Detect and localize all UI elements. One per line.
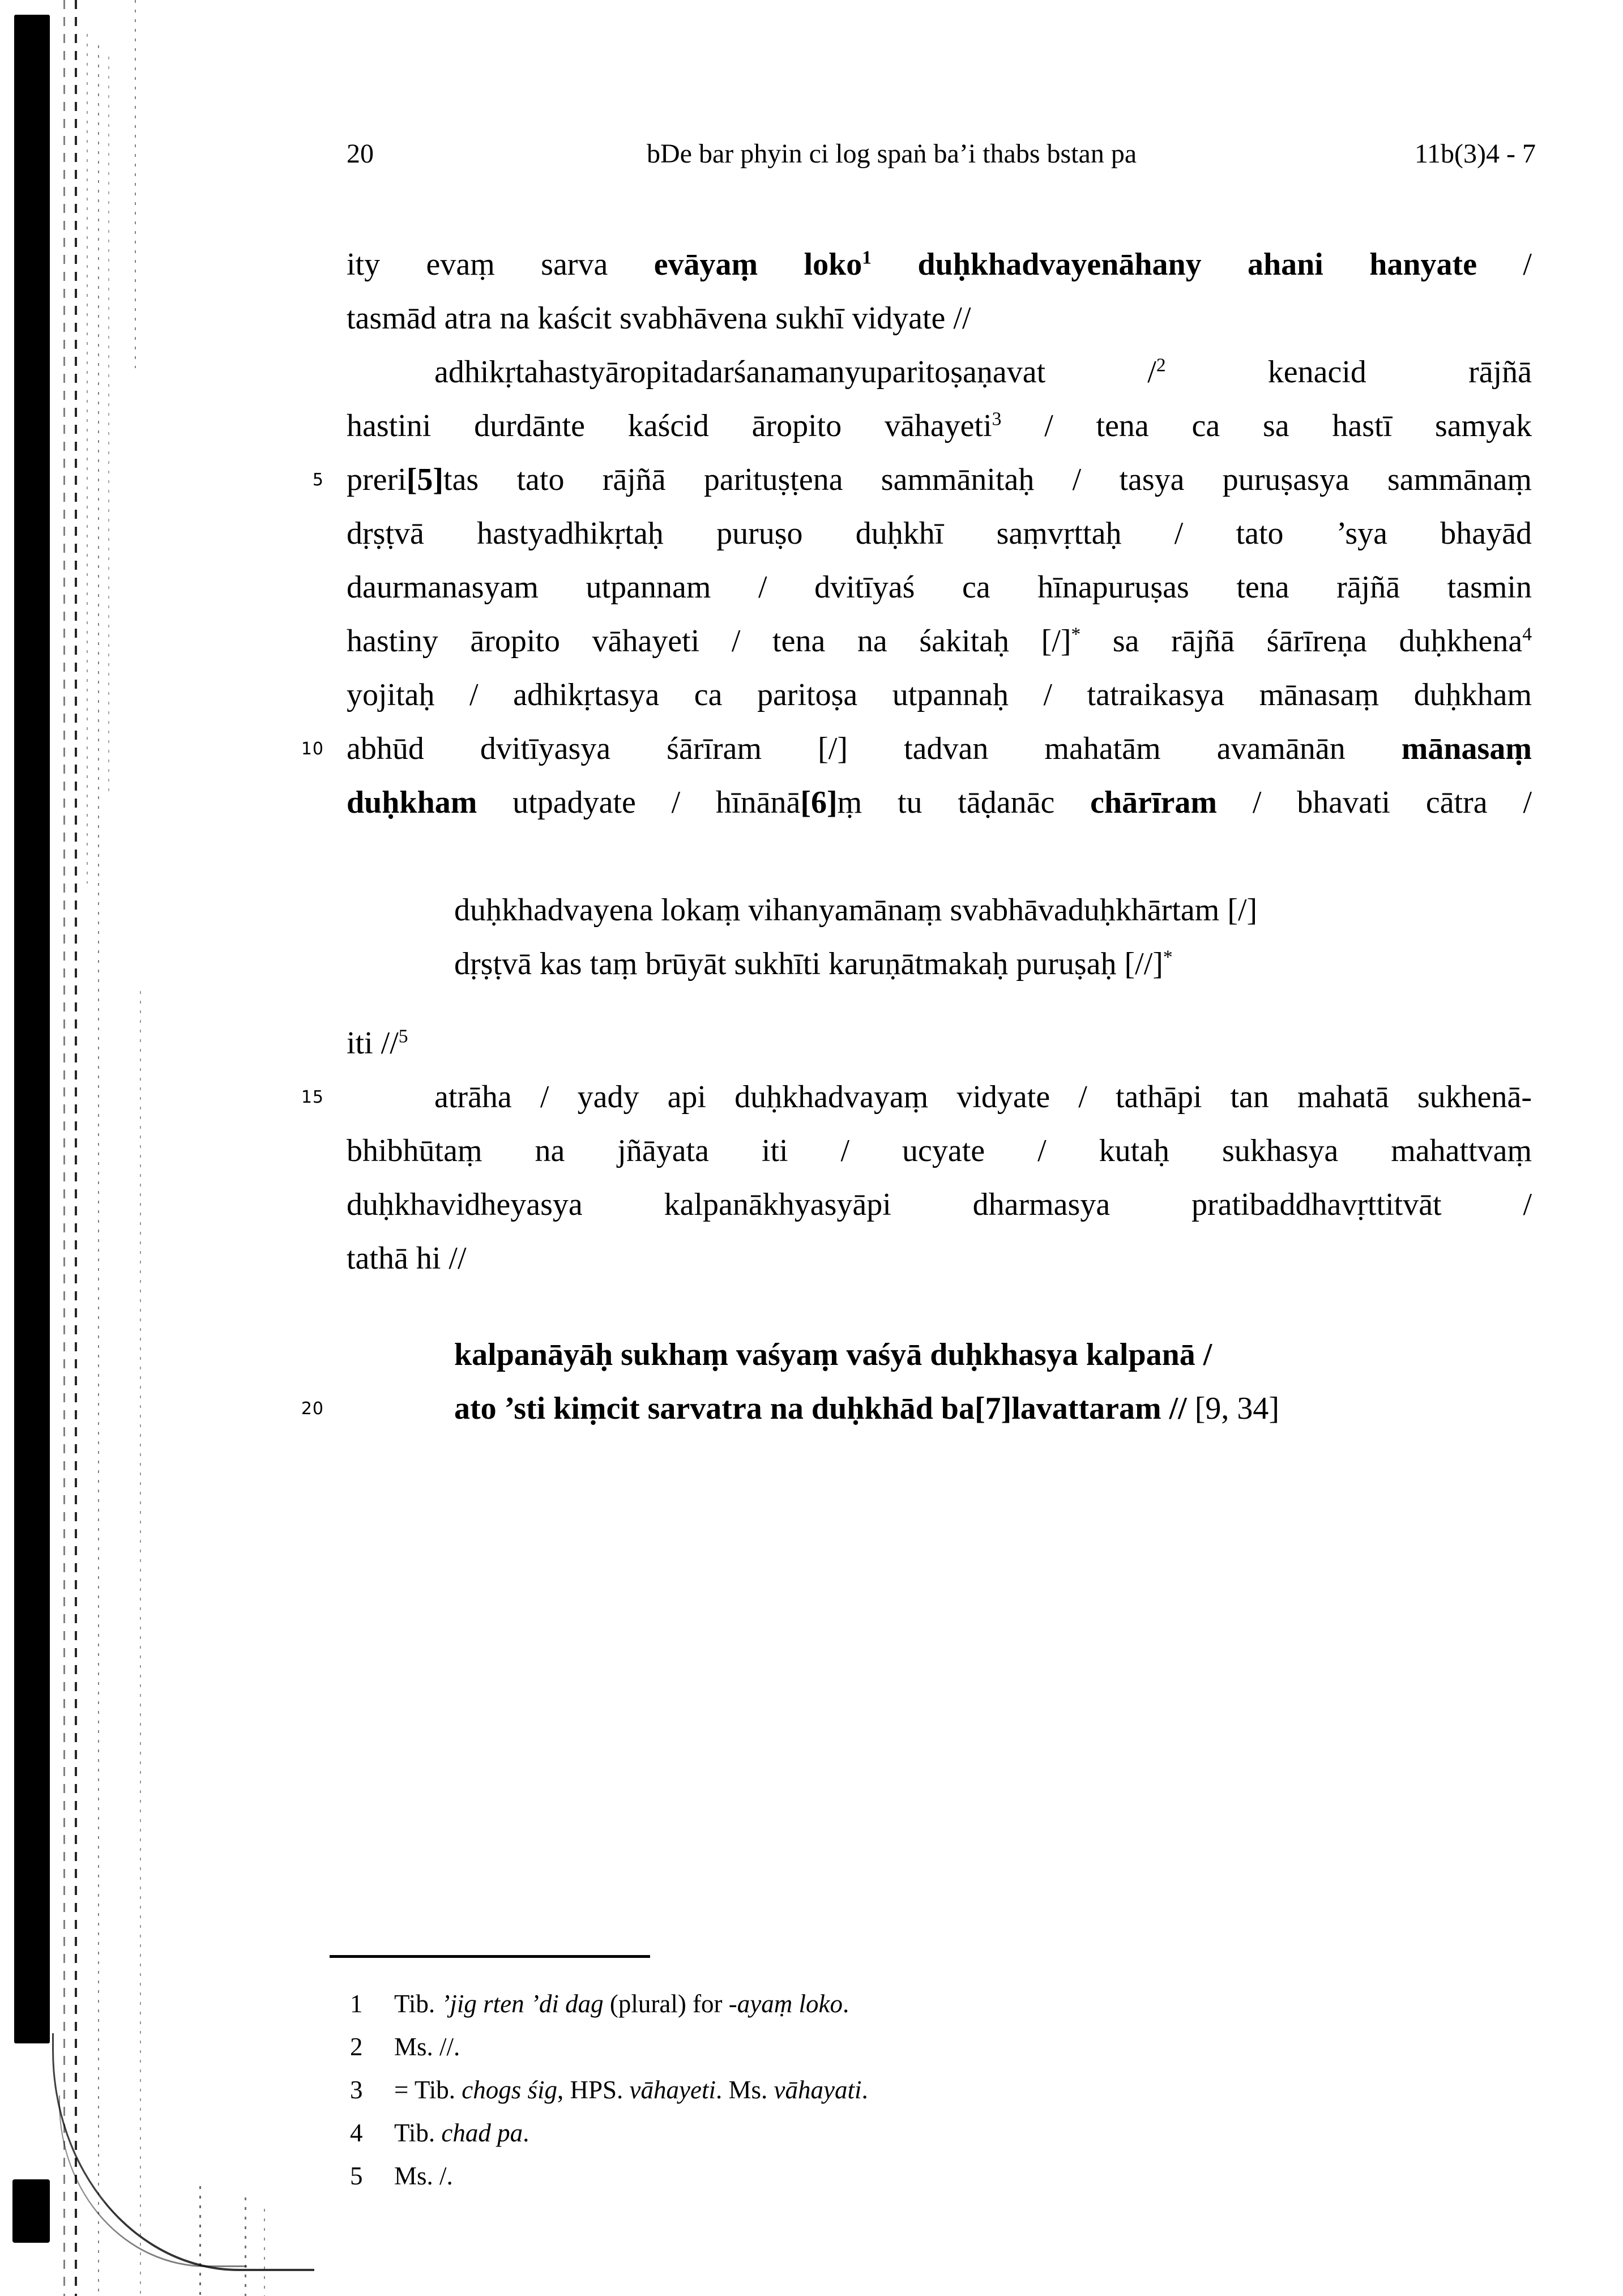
body-line: [347, 1328, 1532, 1382]
text-segment: abhūd dvitīyasya śārīram [/] tadvan mahatām avamānān: [347, 731, 1402, 766]
text-segment: [6]: [800, 785, 838, 820]
text-segment: evāyaṃ loko: [654, 247, 862, 282]
body-line: [347, 399, 1532, 453]
footnote-text: [394, 2154, 1539, 2197]
text-segment: [5]: [406, 462, 444, 497]
text-segment: /: [1477, 247, 1532, 282]
text-segment: ity evaṃ sarva: [347, 247, 654, 282]
footnote-separator: [330, 1955, 650, 1958]
scan-streak: [98, 45, 99, 2296]
text-segment: chārīram: [1090, 785, 1218, 820]
folio-reference: 11b(3)4 - 7: [1414, 139, 1536, 169]
text-segment: duḥkhadvayena lokaṃ vihanyamānaṃ svabhāvaduḥkhārtam [/]: [454, 893, 1258, 928]
text-segment: Tib.: [394, 2119, 442, 2147]
text-segment: [9, 34]: [1186, 1391, 1280, 1426]
footnote-number: 5: [350, 2162, 363, 2190]
text-segment: hastiny āropito vāhayeti / tena na śakitaḥ [/]: [347, 624, 1071, 659]
page-curl-shadow: [59, 2096, 247, 2267]
text-segment: .: [523, 2119, 529, 2147]
text-segment: ’jig rten ’di dag: [441, 1990, 604, 2018]
body-line: [347, 1178, 1532, 1232]
superscript-note-marker: *: [1163, 946, 1173, 968]
footnote: [350, 2154, 1539, 2197]
footnote-number: 3: [350, 2076, 363, 2104]
text-segment: tathā hi //: [347, 1241, 467, 1276]
text-segment: vāhayati: [774, 2076, 862, 2104]
superscript-note-marker: 3: [992, 408, 1002, 430]
text-segment: sa rājñā śārīreṇa duḥkhena: [1080, 624, 1523, 659]
footnote-text: [394, 2111, 1539, 2154]
body-line: [347, 722, 1532, 776]
binding-shadow-bar: [14, 15, 50, 2043]
text-segment: chogs śig: [462, 2076, 557, 2104]
text-segment: atrāha / yady api duḥkhadvayaṃ vidyate / tathāpi tan mahatā sukhenā-: [434, 1079, 1532, 1115]
text-segment: (plural) for: [603, 1990, 729, 2018]
footnote: [350, 2111, 1539, 2154]
text-segment: . Ms.: [715, 2076, 774, 2104]
text-segment: / tena ca sa hastī samyak: [1001, 408, 1532, 443]
superscript-note-marker: *: [1071, 624, 1081, 645]
superscript-note-marker: 4: [1522, 624, 1532, 645]
footnote: [350, 2025, 1539, 2068]
binding-shadow-bar-bottom: [12, 2179, 50, 2243]
page-number: 20: [347, 139, 374, 169]
body-line: [347, 507, 1532, 561]
text-segment: / bhavati cātra /: [1217, 785, 1532, 820]
text-segment: dṛṣṭvā kas taṃ brūyāt sukhīti karuṇātmakaḥ puruṣaḥ [//]: [454, 946, 1163, 981]
margin-line-number-5: 5: [312, 470, 324, 490]
text-segment: kalpanāyāḥ sukhaṃ vaśyaṃ vaśyā duḥkhasya kalpanā /: [454, 1337, 1212, 1372]
text-segment: adhikṛtahastyāropitadarśanamanyuparitoṣaṇavat /: [434, 355, 1156, 390]
body-line: [347, 1124, 1532, 1178]
body-line: [347, 561, 1532, 614]
body-line: [347, 1017, 1532, 1070]
footnote: [350, 2068, 1539, 2111]
margin-line-number-10: 10: [301, 739, 324, 759]
text-segment: Ms. //.: [394, 2033, 460, 2061]
text-segment: ato ’sti kiṃcit sarvatra na duḥkhād ba[7]lavattaram //: [454, 1391, 1187, 1426]
superscript-note-marker: 2: [1156, 355, 1166, 376]
text-segment: -ayaṃ loko: [728, 1990, 843, 2018]
text-segment: dṛṣṭvā hastyadhikṛtaḥ puruṣo duḥkhī saṃvṛttaḥ / tato ’sya bhayād: [347, 516, 1532, 551]
text-segment: tas tato rājñā parituṣṭena sammānitaḥ / tasya puruṣasya sammānaṃ: [443, 462, 1532, 497]
text-segment: , HPS.: [557, 2076, 630, 2104]
text-segment: daurmanasyam utpannam / dvitīyaś ca hīnapuruṣas tena rājñā tasmin: [347, 570, 1532, 605]
text-segment: Tib.: [394, 1990, 442, 2018]
text-segment: Ms. /.: [394, 2162, 453, 2190]
body-line: [347, 884, 1532, 937]
body-line: [347, 345, 1532, 399]
body-line: [347, 1232, 1532, 1286]
body-line: [347, 937, 1532, 991]
body-line: [347, 453, 1532, 507]
text-segment: vāhayeti: [629, 2076, 716, 2104]
text-segment: mānasaṃ: [1401, 731, 1532, 766]
text-segment: utpadyate / hīnānā: [477, 785, 801, 820]
footnote-number: 2: [350, 2033, 363, 2061]
footnotes-block: [350, 1982, 1539, 2197]
footnote: [350, 1982, 1539, 2025]
text-segment: bhibhūtaṃ na jñāyata iti / ucyate / kutaḥ sukhasya mahattvaṃ: [347, 1133, 1532, 1168]
body-line: [347, 238, 1532, 292]
text-segment: iti //: [347, 1026, 399, 1061]
text-segment: = Tib.: [394, 2076, 462, 2104]
footnote-number: 4: [350, 2119, 363, 2147]
text-segment: duḥkham: [347, 785, 477, 820]
superscript-note-marker: 5: [398, 1026, 408, 1047]
text-segment: chad pa: [441, 2119, 523, 2147]
text-segment: .: [842, 1990, 849, 2018]
text-segment: hastini durdānte kaścid āropito vāhayeti: [347, 408, 992, 443]
superscript-note-marker: 1: [862, 247, 872, 268]
scan-streak: [75, 0, 77, 2296]
body-line: [347, 292, 1532, 345]
margin-line-number-15: 15: [301, 1087, 324, 1107]
body-line: [347, 1382, 1532, 1436]
body-line: [347, 1070, 1532, 1124]
footnote-number: 1: [350, 1990, 363, 2018]
margin-line-number-20: 20: [301, 1399, 324, 1419]
footnote-text: [394, 1982, 1539, 2025]
scan-streak: [135, 0, 136, 368]
scan-streak: [63, 0, 65, 2296]
text-segment: ṃ tu tāḍanāc: [837, 785, 1091, 820]
sanskrit-text-body: [347, 238, 1532, 1436]
scan-streak: [108, 57, 109, 793]
text-segment: tasmād atra na kaścit svabhāvena sukhī vidyate //: [347, 301, 971, 336]
text-segment: duḥkhadvayenāhany ahani hanyate: [872, 247, 1477, 282]
text-segment: duḥkhavidheyasya kalpanākhyasyāpi dharmasya pratibaddhavṛttitvāt /: [347, 1187, 1532, 1222]
body-line: [347, 668, 1532, 722]
text-segment: .: [861, 2076, 868, 2104]
text-segment: kenacid rājñā: [1165, 355, 1532, 390]
body-line: [347, 776, 1532, 830]
text-segment: yojitaḥ / adhikṛtasya ca paritoṣa utpannaḥ / tatraikasya mānasaṃ duḥkham: [347, 677, 1532, 712]
text-segment: preri: [347, 462, 407, 497]
scan-streak: [87, 34, 88, 884]
footnote-text: [394, 2025, 1539, 2068]
footnote-text: [394, 2068, 1539, 2111]
body-line: [347, 614, 1532, 668]
running-title: bDe bar phyin ci log spaṅ ba’i thabs bstan pa: [647, 139, 1137, 169]
